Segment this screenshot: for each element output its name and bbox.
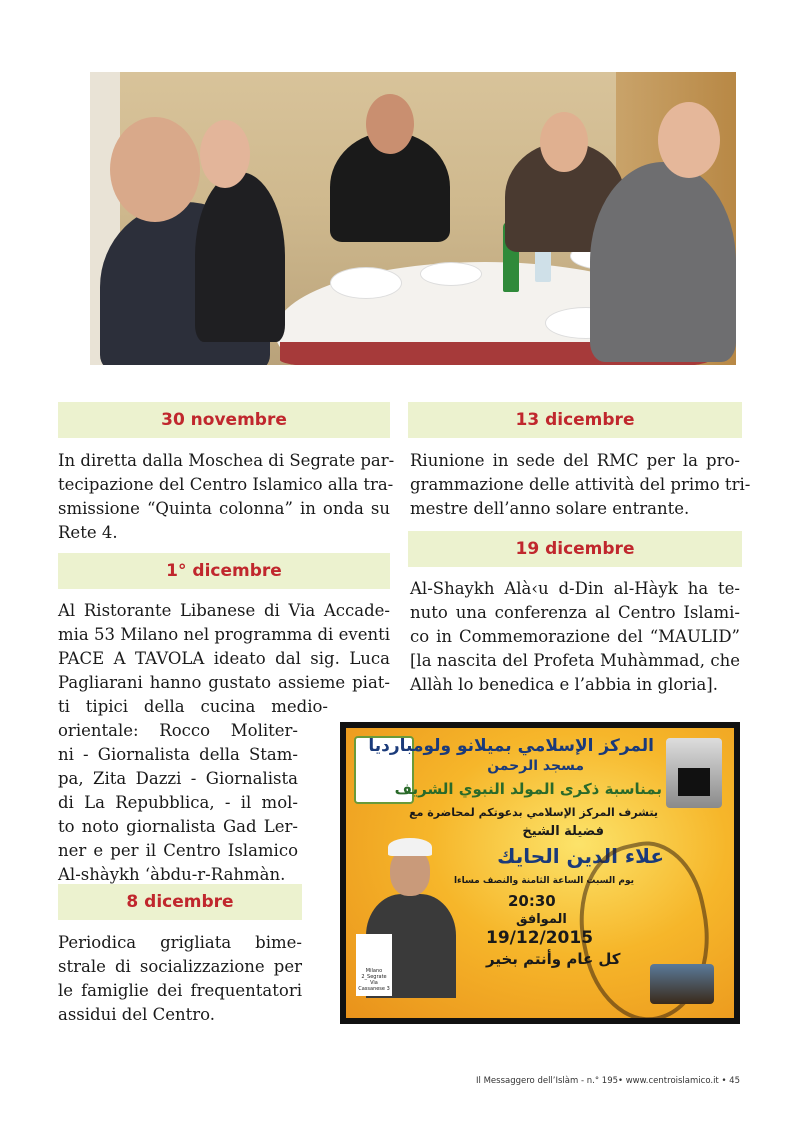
text-1-dicembre: Al Ristorante Libanese di Via Accade- mia 53 Milano nel programma di eventi PACE A TAVOLA ideato dal sig. Luca Pagliarani hanno gustato assieme piat- ti tipici della cucina medio- orientale: Rocco Moliter- ni - Giornalista della Stam- pa, Zita Dazzi - Giornalista di La Repubblica, - il mol- to noto giornalista Gad Ler- ner e per il Centro Islamico Al-shàykh ‘àbdu-r-Rahmàn. (58, 601, 390, 884)
heading-1-dicembre: 1° dicembre (58, 553, 390, 589)
address-card: Milano 2_Segrate Via Cassanese 3 (356, 934, 392, 996)
poster-invite: يتشرف المركز الإسلامي بدعوتكم لمحاضرة مع (409, 806, 658, 819)
text-13-dicembre: Riunione in sede del RMC per la pro- grammazione delle attività del primo tri- mestre dell’anno solare entrante. (410, 451, 751, 518)
heading-30-novembre: 30 novembre (58, 402, 390, 438)
text-8-dicembre: Periodica grigliata bime- strale di socializzazione per le famiglie dei frequentatori assidui del Centro. (58, 933, 302, 1024)
poster-corresponding: الموافق (516, 912, 567, 927)
text-30-novembre: In diretta dalla Moschea di Segrate par- tecipazione del Centro Islamico alla tra- smissione “Quinta colonna” in onda su Rete 4. (58, 451, 395, 542)
poster-greeting: كل عام وأنتم بخير (486, 950, 621, 968)
restaurant-photo (90, 72, 736, 365)
mosque-image (650, 964, 714, 1004)
poster-sheikh-name: علاء الدين الحايك (497, 844, 664, 868)
poster-date: 19/12/2015 (486, 928, 594, 948)
poster-occasion: بمناسبة ذكرى المولد النبوي الشريف (394, 780, 662, 798)
poster-mosque: مسجد الرحمن (487, 758, 584, 774)
kaaba-icon (666, 738, 722, 808)
heading-13-dicembre: 13 dicembre (408, 402, 742, 438)
event-poster (340, 722, 740, 1024)
poster-org: المركز الإسلامي بميلانو ولومبارديا (368, 736, 654, 756)
text-19-dicembre: Al-Shaykh Alà‹u d-Din al-Hàyk ha te- nuto una conferenza al Centro Islami- co in Commemorazione del “MAULID” [la nascita del Profeta Muhàmmad, che Allàh lo benedica e l’abbia in gloria]. (410, 579, 740, 694)
poster-title: فضيلة الشيخ (522, 824, 604, 839)
heading-19-dicembre: 19 dicembre (408, 531, 742, 567)
page-footer: Il Messaggero dell’Islàm - n.° 195• www.centroislamico.it • 45 (476, 1076, 740, 1086)
poster-day: يوم السبت الساعة الثامنة والنصف مساءا (453, 876, 634, 886)
poster-time: 20:30 (508, 892, 556, 910)
heading-8-dicembre: 8 dicembre (58, 884, 302, 920)
